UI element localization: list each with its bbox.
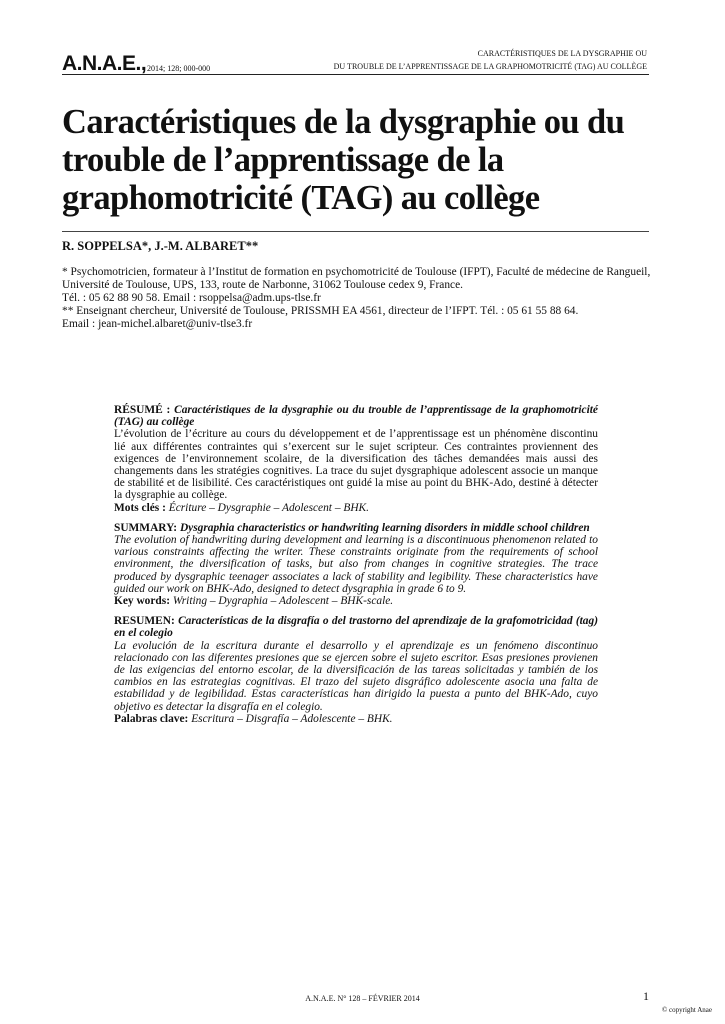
abstract-spanish-keywords: Escritura – Disgrafía – Adolescente – BHK. (191, 712, 393, 725)
abstract-spanish-heading (114, 615, 598, 639)
abstract-french-title: Caractéristiques de la dysgraphie ou du trouble de l’apprentissage de la graphomotricité (TAG) au collège (114, 404, 598, 429)
abstract-english-title: Dysgraphia characteristics or handwriting learning disorders in middle school children (179, 521, 590, 534)
abstract-spanish-title: Características de la disgrafía o del trastorno del aprendizaje de la grafomotricidad (tag) en el colegio (114, 615, 598, 640)
abstract-english-heading (114, 522, 598, 534)
abstract-english-keywords-label: Key words: (114, 595, 170, 608)
abstract-spanish-keywords-label: Palabras clave: (114, 712, 189, 725)
abstract-french-body: L’évolution de l’écriture au cours du développement et de l’apprentissage est un phénomène discontinu lié aux différentes contraintes qui s’exercent sur le sujet scripteur. Ces contraintes proviennent des exigences de l’environnement scolaire, de la diversification des tâches demandées mais aussi des changements dans les stratégies cognitives. La trace du sujet dysgraphique adolescent associe un manque de stabilité et de lisibilité. Ces caractéristiques ont guidé la mise au point du BHK-Ado, destiné à détecter la dysgraphie au collège. (114, 428, 598, 502)
journal-reference: 2014; 128; 000-000 (147, 64, 211, 73)
abstract-french-label: RÉSUMÉ : (114, 404, 171, 416)
abstract-french-keywords-label: Mots clés : (114, 501, 166, 514)
running-head-line-1: CARACTÉRISTIQUES DE LA DYSGRAPHIE OU (477, 49, 647, 58)
abstract-spanish (114, 615, 598, 725)
abstract-english-label: SUMMARY: (114, 521, 178, 534)
abstract-english-keywords: Writing – Dygraphia – Adolescent – BHK-scale. (172, 595, 394, 608)
abstract-french-keywords: Écriture – Dysgraphie – Adolescent – BHK. (168, 501, 369, 514)
affiliation-2 (62, 305, 657, 331)
abstract-french-heading (114, 404, 598, 428)
running-head (334, 47, 647, 73)
footer-issue: A.N.A.E. N° 128 – FÉVRIER 2014 (305, 994, 420, 1003)
abstract-english-body: The evolution of handwriting during development and learning is a discontinuous phenomenon related to various constraints affecting the writer. These constraints originate from the requirements of school environment, the diversification of tasks, but also from changes in cognitive strategies. The trace produced by dysgraphic teenager associates a lack of stability and legibility. These characteristics have guided our work on BHK-Ado, designed to detect dysgraphia in grade 6 to 9. (114, 534, 598, 595)
author-list: R. SOPPELSA*, J.-M. ALBARET** (62, 239, 259, 253)
abstract-spanish-body: La evolución de la escritura durante el desarrollo y el aprendizaje es un fenómeno discontinuo relacionado con las diferentes presiones que se ejercen sobre el sujeto escritor. Esas presiones provienen de las exigencias del entorno escolar, de la diversificación de las tareas solicitadas y también de los cambios en las estrategias cognitivas. El trazo del sujeto disgráfico adolescente asocia una falta de estabilidad y de legibilidad. Estas características han dirigido la puesta a punto del BHK-Ado, cuyo objetivo es detectar la disgrafía en el colegio. (114, 639, 598, 713)
article-title: Caractéristiques de la dysgraphie ou du trouble de l’apprentissage de la graphomotricité (TAG) au collège (62, 103, 625, 217)
abstract-french (114, 404, 598, 514)
abstract-english-keywords-line (114, 595, 598, 607)
affiliation-2-address: ** Enseignant chercheur, Université de Toulouse, PRISSMH EA 4561, directeur de l’IFPT. Tél. : 05 61 55 88 64. (62, 305, 579, 317)
copyright-notice: © copyright Anae (661, 1006, 712, 1014)
abstract-spanish-label: RESUMEN: (114, 615, 175, 628)
header-rule (62, 74, 649, 75)
affiliation-1-address: * Psychomotricien, formateur à l’Institut de formation en psychomotricité de Toulouse (IFPT), Faculté de médecine de Rangueil, Université de Toulouse, UPS, 133, route de Narbonne, 31062 Toulouse cedex 9, France. (62, 266, 651, 292)
abstract-french-keywords-line (114, 502, 598, 514)
abstract-english (114, 522, 598, 607)
abstract-spanish-keywords-line (114, 713, 598, 725)
affiliation-1 (62, 266, 657, 306)
journal-logo: A.N.A.E., (62, 52, 147, 75)
running-head-line-2: DU TROUBLE DE L’APPRENTISSAGE DE LA GRAPHOMOTRICITÉ (TAG) AU COLLÈGE (333, 62, 647, 71)
page-number: 1 (643, 989, 649, 1003)
title-rule (62, 231, 649, 232)
affiliation-1-contact: Tél. : 05 62 88 90 58. Email : rsoppelsa@adm.ups-tlse.fr (62, 292, 321, 305)
affiliation-2-contact: Email : jean-michel.albaret@univ-tlse3.fr (62, 318, 253, 331)
abstracts (114, 404, 598, 733)
